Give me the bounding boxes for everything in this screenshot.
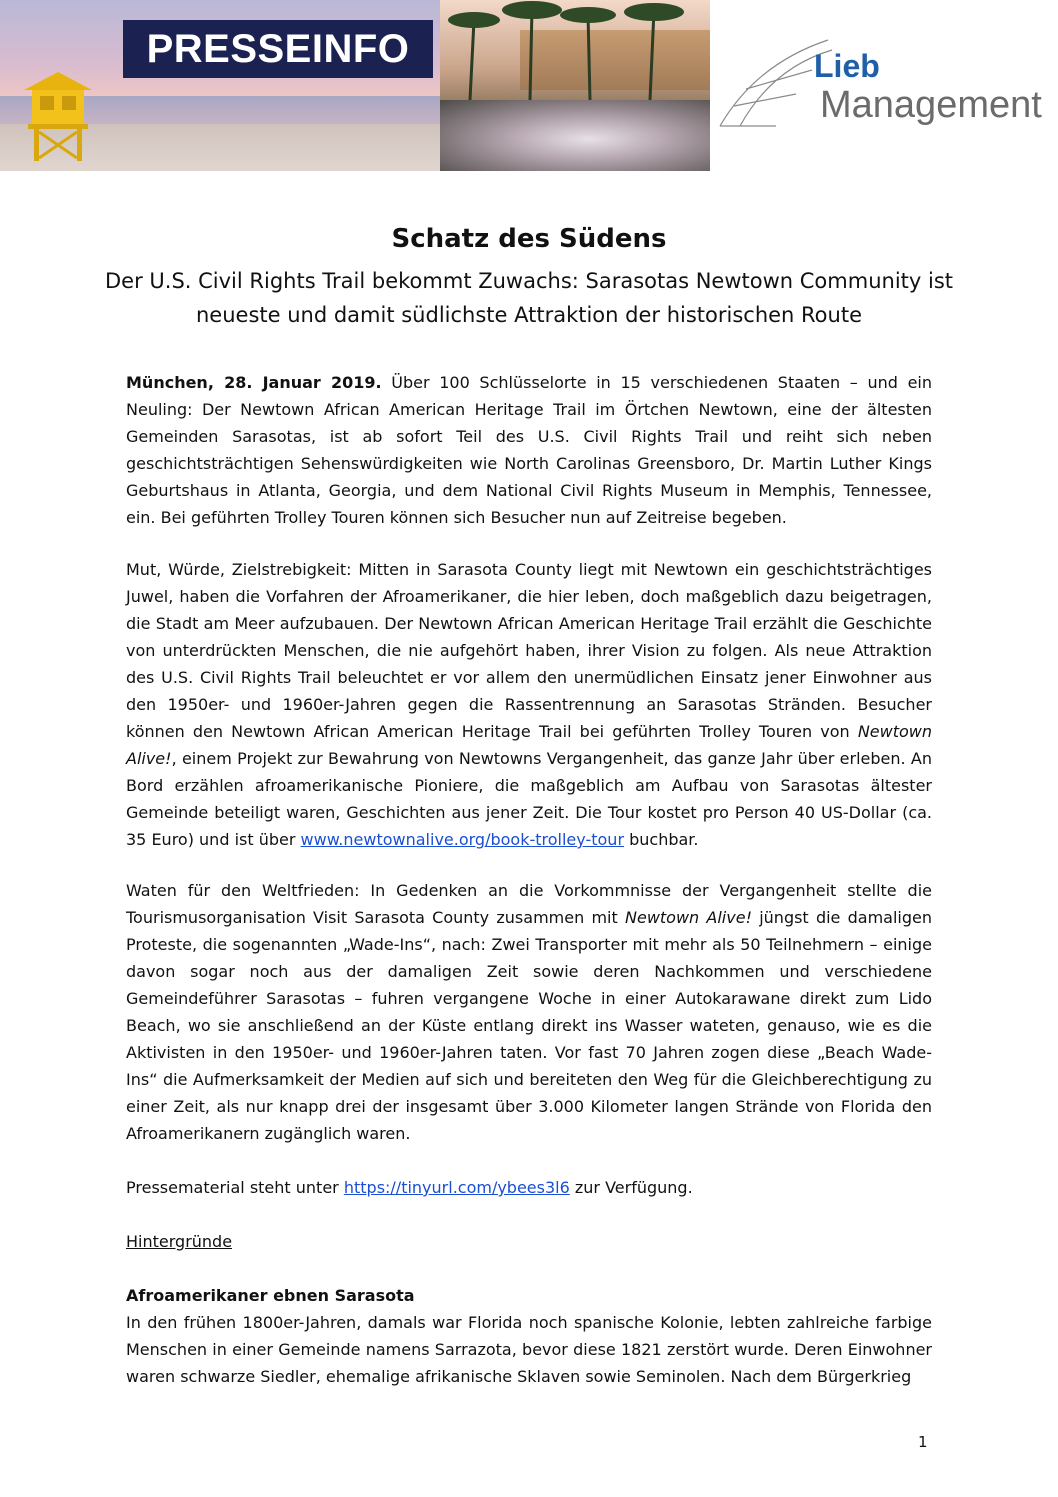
paragraph-trail-text-c: buchbar.	[624, 830, 699, 849]
paragraph-trail-text-a: Mut, Würde, Zielstrebigkeit: Mitten in Sarasota County liegt mit Newtown ein geschichtsträchtiges Juwel, haben die Vorfahren der Afroamerikaner, die hier leben, doch maßgeblich dazu beigetragen, die Stadt am Meer aufzubauen. Der Newtown African American Heritage Trail erzählt die Geschichte von unterdrückten Menschen, die nie aufgehört haben, ihrer Vision zu folgen. Als neue Attraktion des U.S. Civil Rights Trail beleuchtet er vor allem den unermüdlichen Einsatz jener Einwohner aus den 1950er- und 1960er-Jahren gegen die Rassentrennung an Sarasotas Stränden. Besucher können den Newtown African American Heritage Trail bei geführten Trolley Touren von	[126, 560, 932, 741]
section-heading-hintergruende: Hintergründe	[126, 1232, 233, 1251]
sub-heading: Afroamerikaner ebnen Sarasota	[126, 1286, 415, 1305]
paragraph-press-material	[126, 1174, 932, 1201]
paragraph-wade-ins-text-b: jüngst die damaligen Proteste, die sogenannten „Wade-Ins“, nach: Zwei Transporter mit mehr als 50 Teilnehmern – einige davon sogar noch aus der damaligen Zeit sowie deren Nachkommen und verschiedene Gemeindeführer Sarasotas – fuhren vergangene Woche in einer Autokarawane direkt zum Lido Beach, wo sie anschließend an der Küste entlang direkt ins Wasser wateten, genauso, wie es die Aktivisten in den 1950er- und 1960er-Jahren taten. Vor fast 70 Jahren zogen diese „Beach Wade-Ins“ die Aufmerksamkeit der Medien auf sich und bereiteten den Weg für die Gleichberechtigung zu einer Zeit, als nur knapp drei der insgesamt über 3.000 Kilometer langen Strände von Florida den Afroamerikanern zugänglich waren.	[126, 908, 933, 1143]
header-banner	[0, 0, 1058, 171]
paragraph-intro-text: Über 100 Schlüsselorte in 15 verschiedenen Staaten – und ein Neuling: Der Newtown African American Heritage Trail im Örtchen Newtown, eine der ältesten Gemeinden Sarasotas, ist ab sofort Teil des U.S. Civil Rights Trail und reiht sich neben geschichtsträchtigen Sehenswürdigkeiten wie North Carolinas Greensboro, Dr. Martin Luther Kings Geburtshaus in Atlanta, Georgia, und dem National Civil Rights Museum in Memphis, Tennessee, ein. Bei geführten Trolley Touren können sich Besucher nun auf Zeitreise begeben.	[126, 373, 932, 527]
dateline: München, 28. Januar 2019.	[126, 373, 382, 392]
paragraph-trail	[126, 556, 932, 853]
press-material-text-b: zur Verfügung.	[569, 1178, 693, 1197]
palm-trees-image	[440, 0, 710, 110]
paragraph-intro	[126, 369, 932, 531]
paragraph-wade-ins	[126, 877, 932, 1147]
paragraph-trail-text-b: , einem Projekt zur Bewahrung von Newtowns Vergangenheit, das ganze Jahr über erleben. An Bord erzählen afroamerikanische Pioniere, die maßgeblich am Aufbau von Sarasotas ältester Gemeinde beteiligt waren, Geschichten aus jener Zeit. Die Tour kostet pro Person 40 US-Dollar (ca. 35 Euro) und ist über	[126, 749, 932, 849]
lifeguard-tower-image	[18, 68, 98, 164]
presseinfo-badge: PRESSEINFO	[123, 20, 433, 78]
paragraph-background-text: In den frühen 1800er-Jahren, damals war Florida noch spanische Kolonie, lebten zahlreiche farbige Menschen in einer Gemeinde namens Sarrazota, bevor diese 1821 zerstört wurde. Deren Einwohner waren schwarze Siedler, ehemalige afrikanische Sklaven sowie Seminolen. Nach dem Bürgerkrieg	[126, 1313, 932, 1386]
page-title: Schatz des Südens	[391, 224, 667, 254]
press-material-text-a: Pressematerial steht unter	[126, 1178, 344, 1197]
lieb-management-logo	[710, 0, 1058, 171]
paragraph-background	[126, 1282, 932, 1390]
newtown-alive-italic-2: Newtown Alive!	[625, 908, 752, 927]
newtown-alive-italic: Newtown Alive!	[126, 722, 932, 768]
press-material-link[interactable]: https://tinyurl.com/ybees3l6	[343, 1178, 570, 1197]
page-subtitle: Der U.S. Civil Rights Trail bekommt Zuwachs: Sarasotas Newtown Community ist neueste und damit südlichste Attraktion der historischen Route	[105, 269, 953, 327]
logo-management-text: Management	[820, 84, 1042, 126]
courtyard-photo	[440, 0, 710, 171]
trolley-tour-link[interactable]: www.newtownalive.org/book-trolley-tour	[300, 830, 625, 849]
logo-lieb-text: Lieb	[814, 48, 880, 84]
paragraph-wade-ins-text-a: Waten für den Weltfrieden: In Gedenken an die Vorkommnisse der Vergangenheit stellte die Tourismusorganisation Visit Sarasota County zusammen mit	[126, 881, 932, 927]
page-number: 1	[918, 1433, 928, 1451]
